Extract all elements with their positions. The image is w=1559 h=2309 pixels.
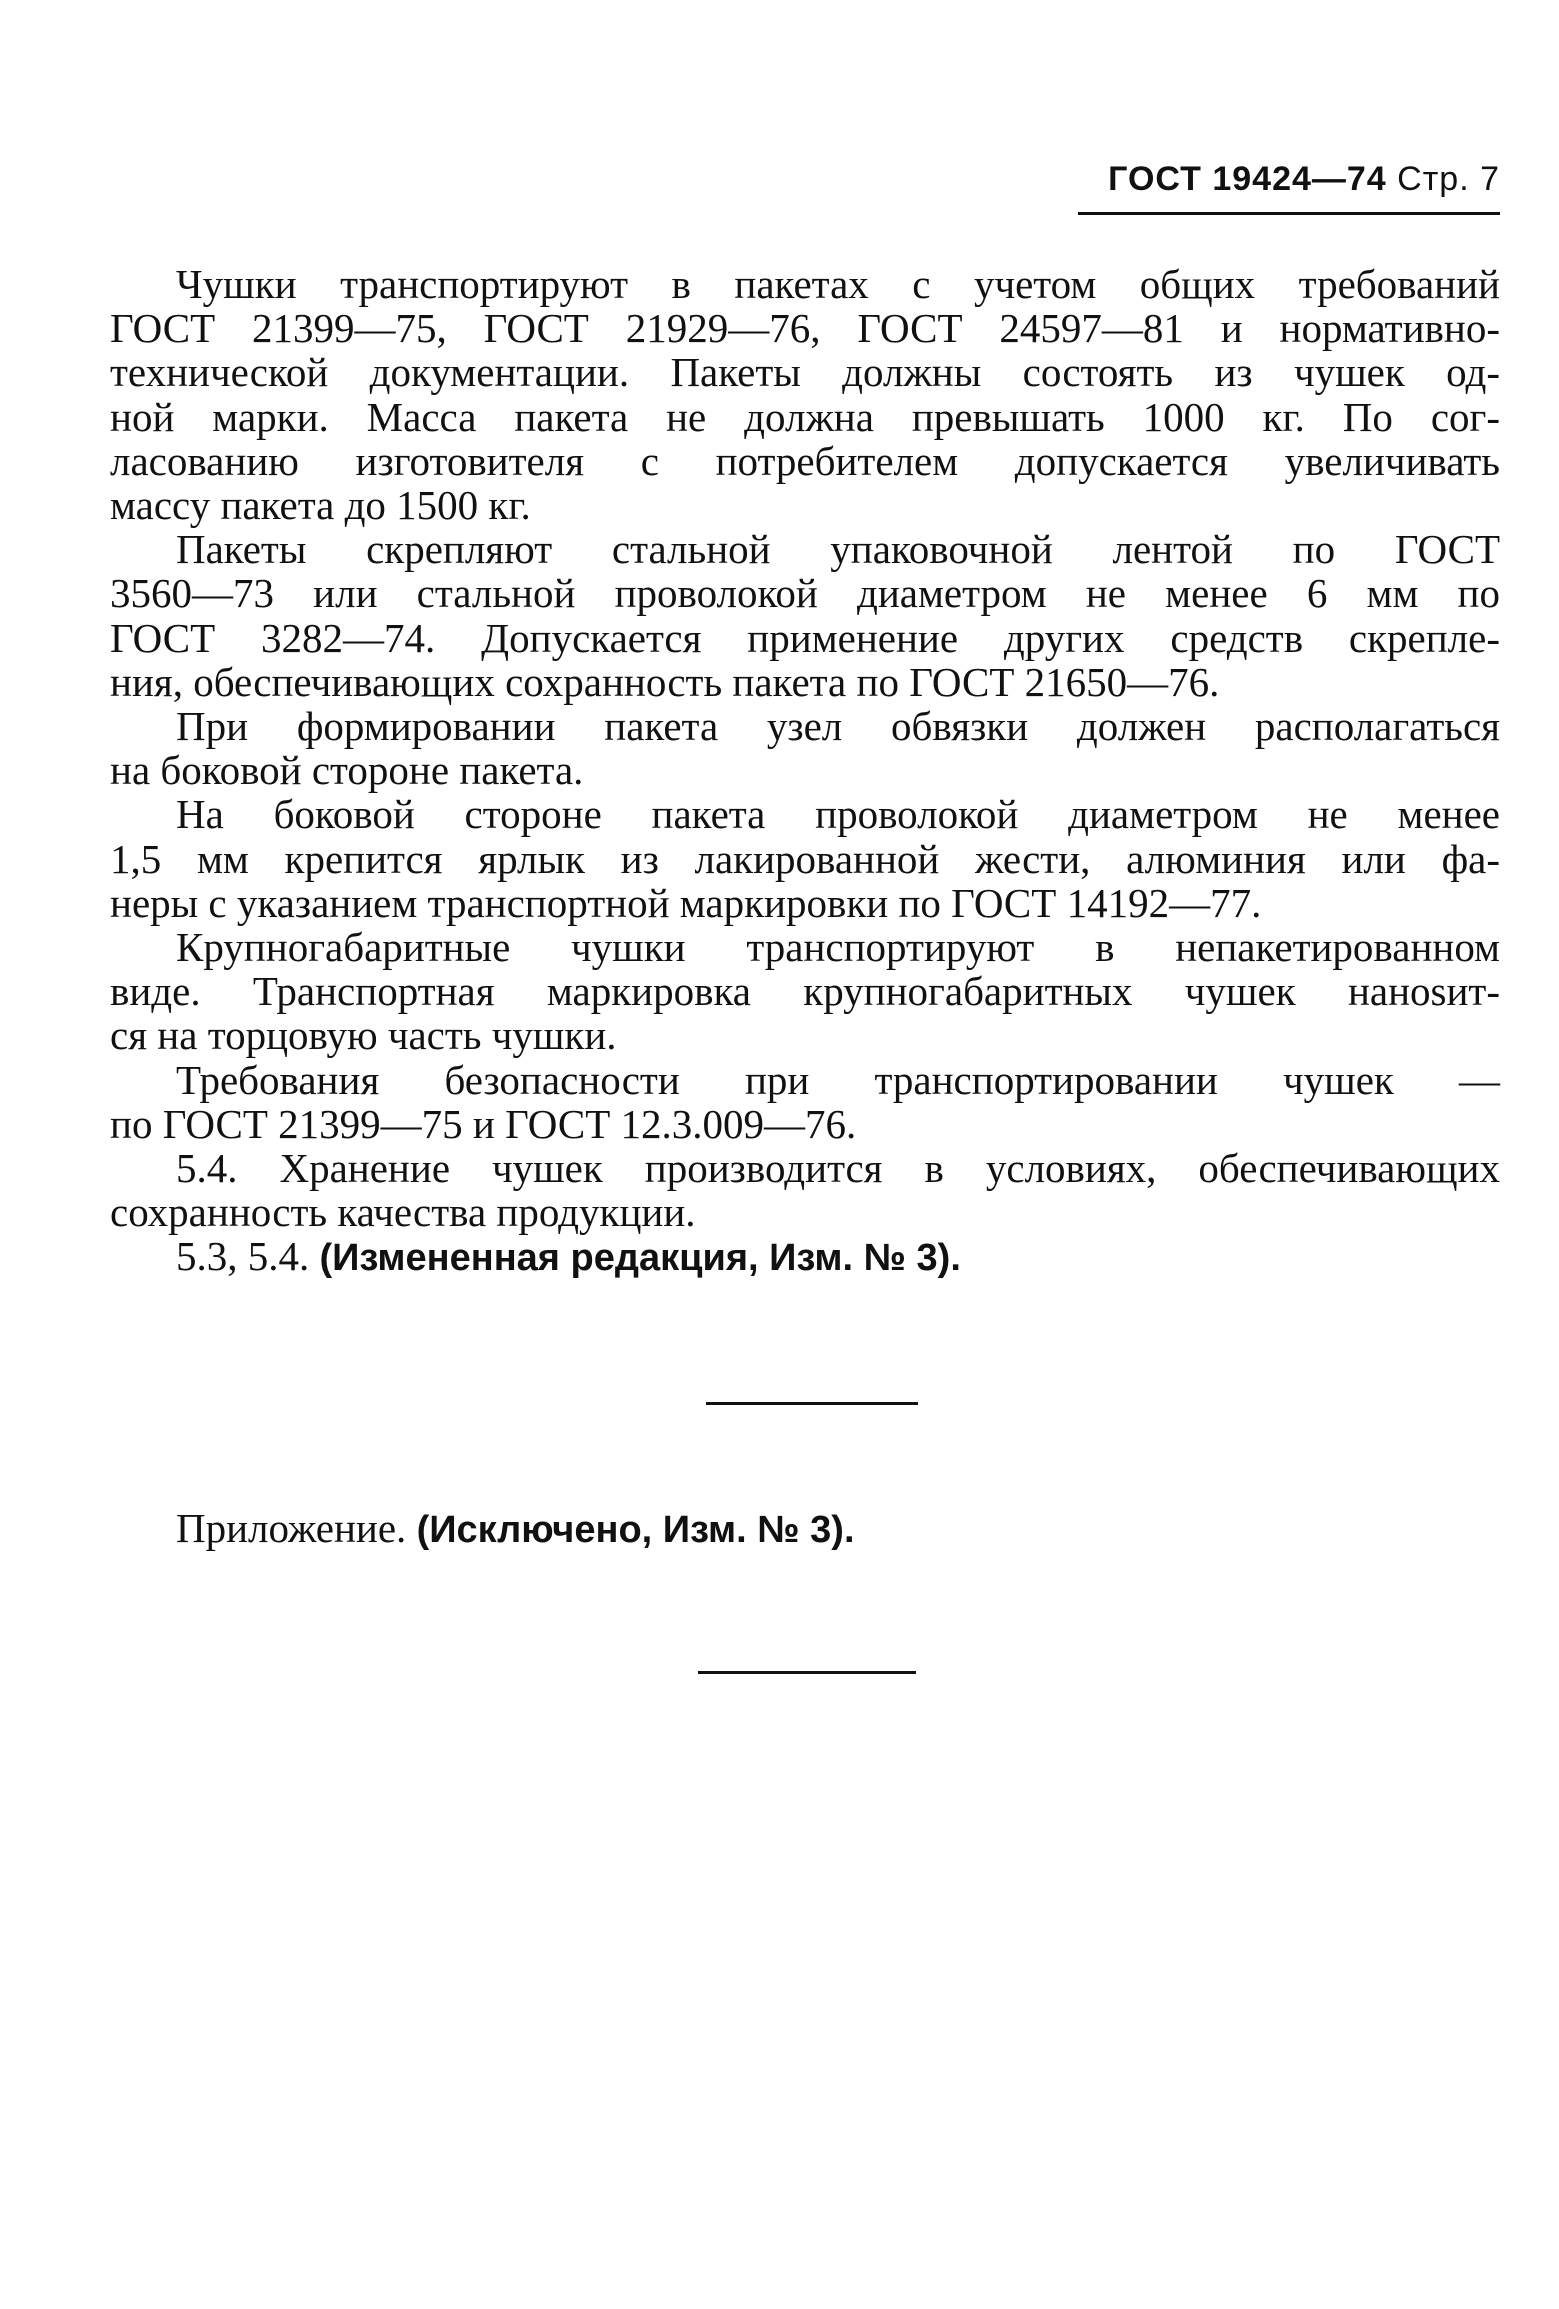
text-line: На боковой стороне пакета проволокой диаметром не менее bbox=[176, 791, 1500, 838]
paragraph-safety-requirements bbox=[110, 1058, 1500, 1146]
text-line: виде. Транспортная маркировка крупногабаритных чушек нанosит- bbox=[110, 968, 1500, 1015]
text-line: по ГОСТ 21399—75 и ГОСТ 12.3.009—76. bbox=[110, 1100, 857, 1147]
text-line: массу пакета до 1500 кг. bbox=[110, 482, 531, 529]
paragraph-large-ingots bbox=[110, 925, 1500, 1058]
text-line: 5.4. Хранение чушек производится в условиях, обеспечивающих bbox=[176, 1145, 1500, 1192]
paragraph-storage bbox=[110, 1146, 1500, 1234]
text-line: неры с указанием транспортной маркировки по ГОСТ 14192—77. bbox=[110, 879, 1262, 926]
running-header bbox=[1080, 160, 1500, 199]
amendment-line bbox=[110, 1234, 1500, 1280]
end-separator bbox=[698, 1671, 916, 1674]
text-line: Чушки транспортируют в пакетах с учетом общих требований bbox=[176, 261, 1500, 307]
header-rule bbox=[1078, 212, 1500, 215]
amendment-prefix: 5.3, 5.4. bbox=[176, 1233, 320, 1280]
paragraph-transport-packages bbox=[110, 262, 1500, 527]
text-line: ной марки. Масса пакета не должна превышать 1000 кг. По сог- bbox=[110, 393, 1500, 440]
paragraph-package-fastening bbox=[110, 527, 1500, 704]
text-line: Требования безопасности при транспортировании чушек — bbox=[176, 1056, 1500, 1103]
text-line: ся на торцовую часть чушки. bbox=[110, 1012, 617, 1059]
paragraph-knot-position bbox=[110, 704, 1500, 792]
text-line: технической документации. Пакеты должны состоять из чушек од- bbox=[110, 349, 1500, 396]
text-line: 3560—73 или стальной проволокой диаметром не менее 6 мм по bbox=[110, 570, 1500, 617]
appendix-status: (Исключено, Изм. № 3). bbox=[416, 1509, 855, 1551]
text-line: 1,5 мм крепится ярлык из лакированной жести, алюминия или фа- bbox=[110, 835, 1500, 882]
body-text bbox=[110, 262, 1500, 1281]
standard-number: ГОСТ 19424—74 bbox=[1108, 160, 1387, 198]
page-number: Стр. 7 bbox=[1397, 160, 1500, 198]
paragraph-label-attachment bbox=[110, 792, 1500, 925]
text-line: При формировании пакета узел обвязки должен располагаться bbox=[176, 703, 1500, 750]
section-separator bbox=[706, 1402, 918, 1405]
text-line: на боковой стороне пакета. bbox=[110, 747, 584, 794]
text-line: сохранность качества продукции. bbox=[110, 1189, 696, 1236]
text-line: Крупногабаритные чушки транспортируют в непакетированном bbox=[176, 924, 1500, 971]
appendix-prefix: Приложение. bbox=[176, 1505, 417, 1551]
text-line: ния, обеспечивающих сохранность пакета по ГОСТ 21650—76. bbox=[110, 658, 1220, 705]
appendix-note bbox=[176, 1504, 855, 1552]
text-line: Пакеты скрепляют стальной упаковочной лентой по ГОСТ bbox=[176, 526, 1500, 573]
paragraph-amendment-note bbox=[110, 1234, 1500, 1280]
text-line: ГОСТ 3282—74. Допускается применение других средств скрепле- bbox=[110, 614, 1500, 661]
text-line: ласованию изготовителя с потребителем допускается увеличивать bbox=[110, 437, 1500, 484]
text-line: ГОСТ 21399—75, ГОСТ 21929—76, ГОСТ 24597—81 и нормативно- bbox=[110, 305, 1500, 352]
amendment-text: (Измененная редакция, Изм. № 3). bbox=[319, 1237, 961, 1280]
